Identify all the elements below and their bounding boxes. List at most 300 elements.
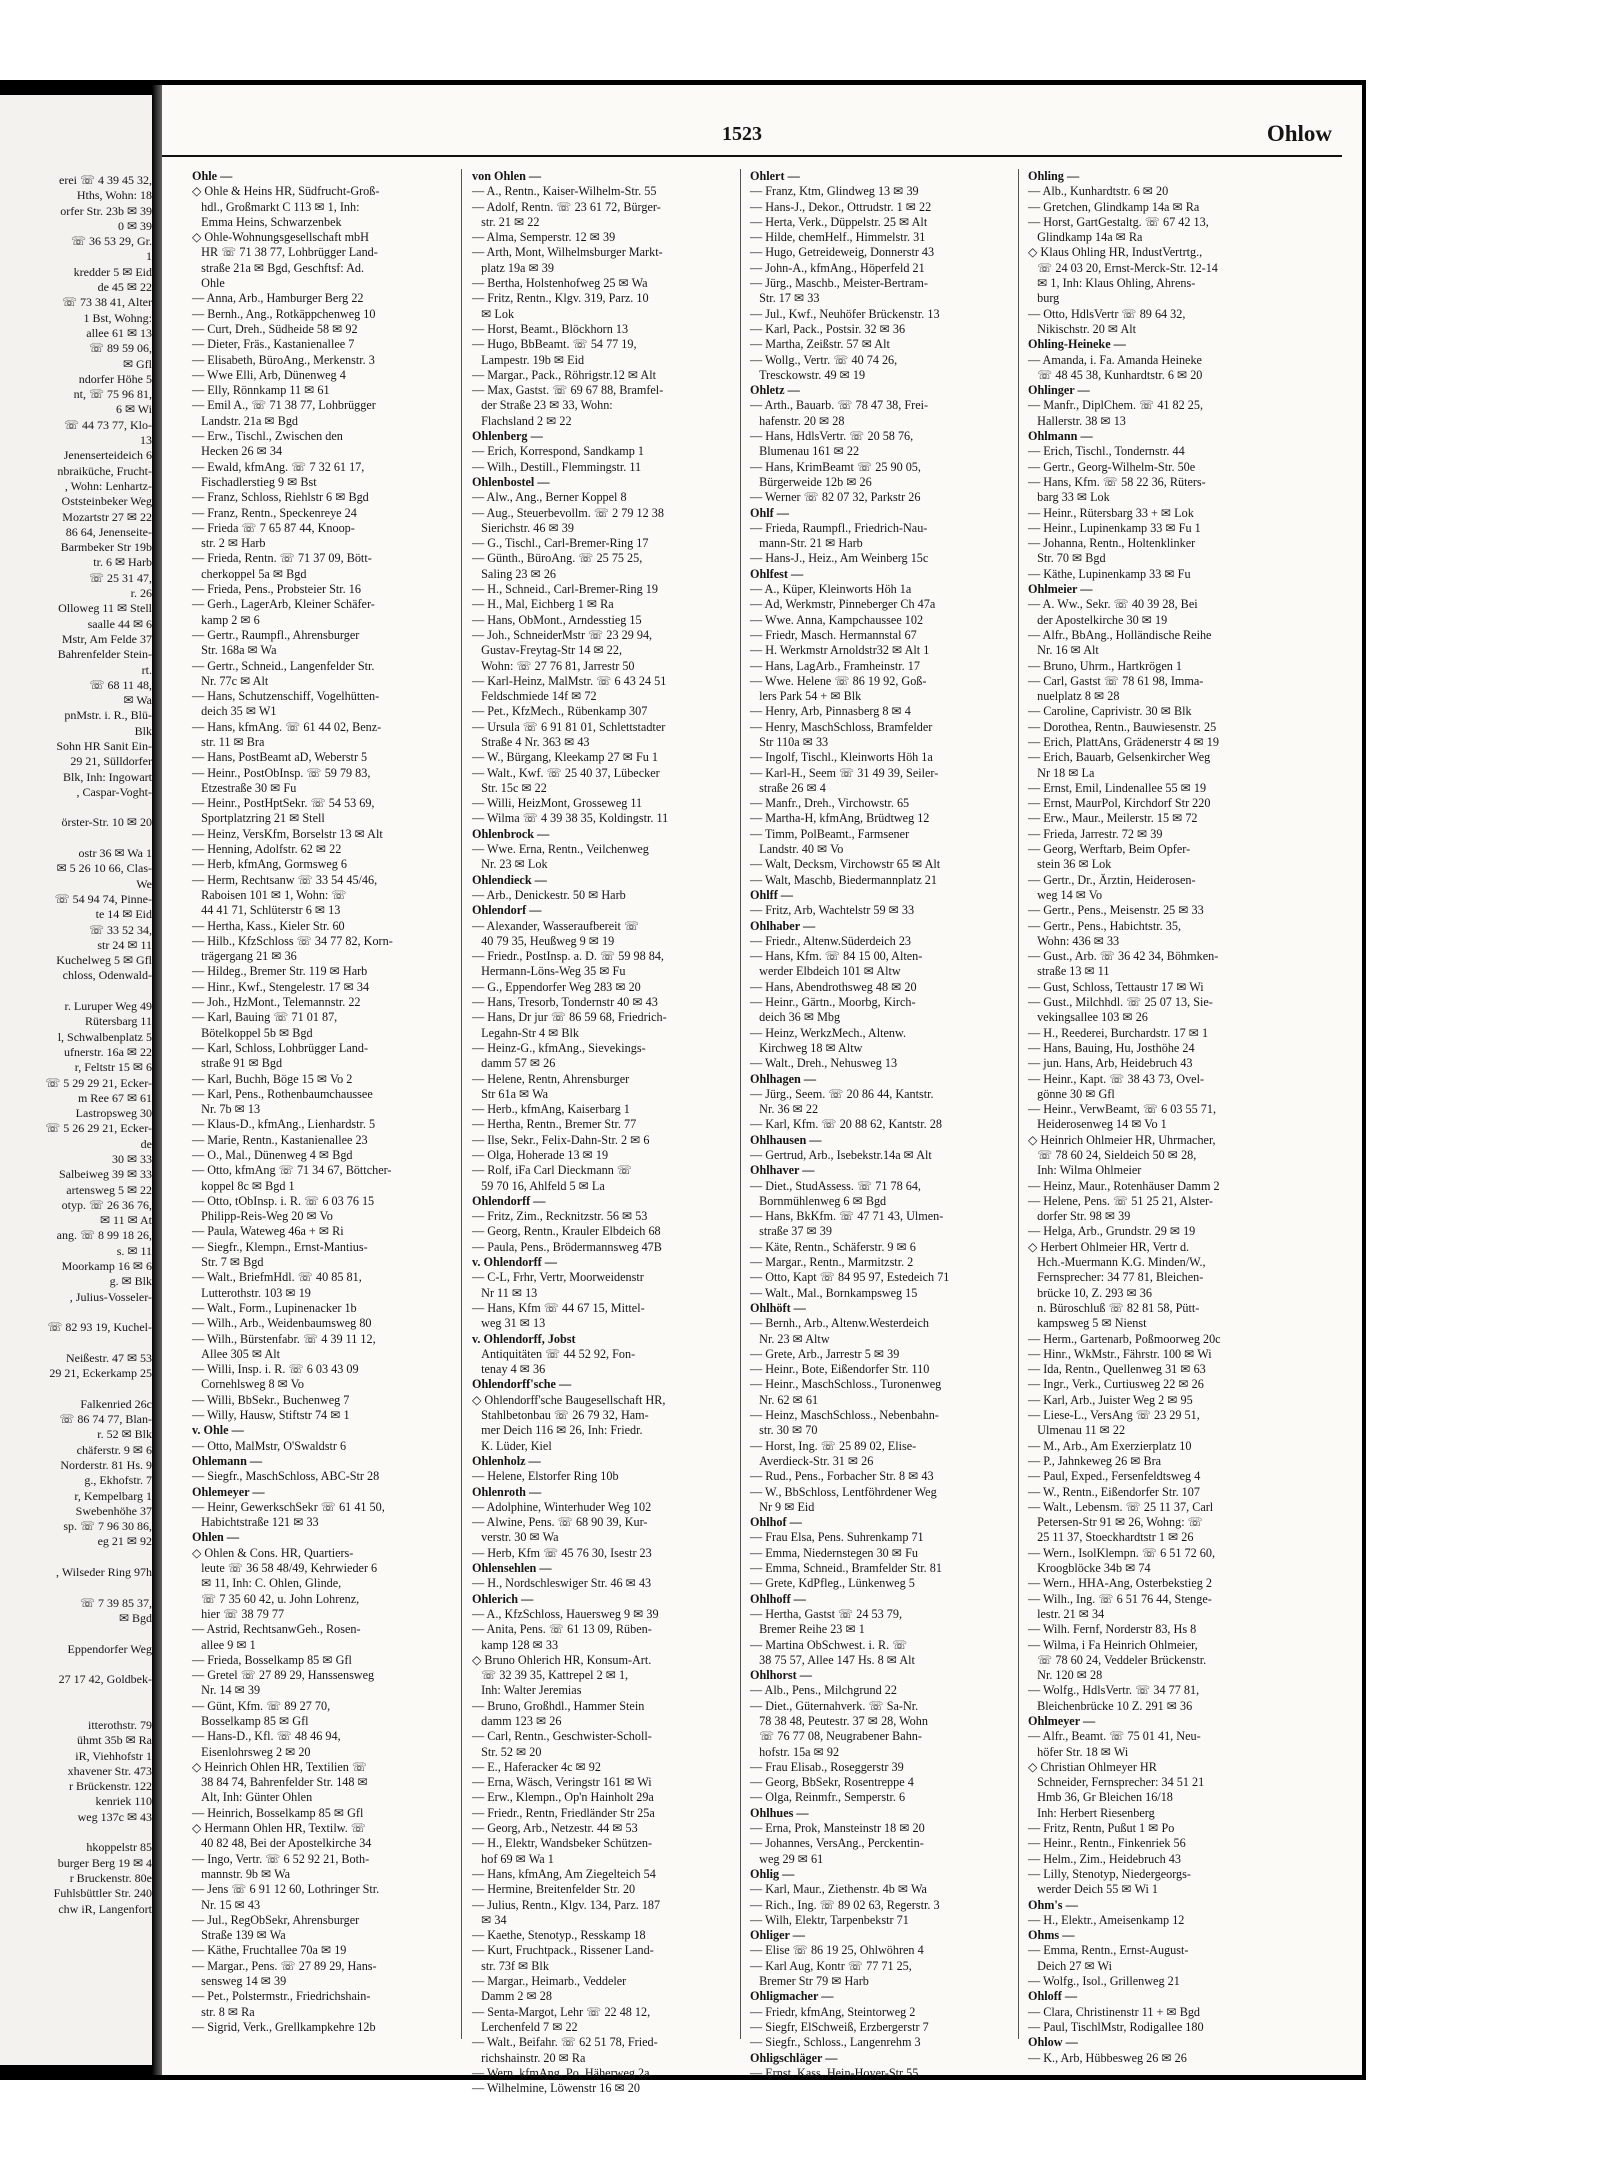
- fragment-line: ✉ 11 ✉ At: [99, 1213, 152, 1228]
- directory-entry: — Marie, Rentn., Kastanienallee 23: [192, 1132, 368, 1147]
- directory-entry: — Otto, Kapt ☏ 84 95 97, Estedeich 71: [750, 1270, 950, 1285]
- directory-entry: straße 13 ✉ 11: [1028, 964, 1110, 979]
- directory-entry: Ohm's —: [1028, 1897, 1078, 1912]
- directory-entry: Hermann-Löns-Weg 35 ✉ Fu: [472, 964, 626, 979]
- directory-entry: — Heinr., Rentn., Finkenriek 56: [1028, 1836, 1186, 1851]
- fragment-line: ☏ 25 31 47,: [88, 570, 152, 585]
- directory-page: [162, 85, 1362, 2096]
- directory-entry: ✉ 1, Inh: Klaus Ohling, Ahrens-: [1028, 276, 1196, 291]
- directory-entry: Nr. 14 ✉ 39: [192, 1683, 261, 1698]
- directory-entry: — Hans, Kfm. ☏ 58 22 36, Rüters-: [1028, 474, 1206, 489]
- directory-entry: — H., Reederei, Burchardstr. 17 ✉ 1: [1028, 1025, 1209, 1040]
- directory-entry: Landstr. 21a ✉ Bgd: [192, 413, 299, 428]
- directory-entry: ☏ 78 60 24, Veddeler Brückenstr.: [1028, 1652, 1207, 1667]
- directory-entry: Ohlenbrock —: [472, 826, 550, 841]
- directory-entry: — Hugo, BbBeamt. ☏ 54 77 19,: [472, 337, 637, 352]
- directory-entry: — Heinr., Lupinenkamp 33 ✉ Fu 1: [1028, 520, 1201, 535]
- directory-entry: — Hans, Kfm. ☏ 84 15 00, Alten-: [750, 949, 923, 964]
- directory-entry: Bremer Reihe 23 ✉ 1: [750, 1622, 865, 1637]
- directory-entry: — Karl, Arb., Juister Weg 2 ✉ 95: [1028, 1392, 1193, 1407]
- directory-entry: — Elisabeth, BüroAng., Merkenstr. 3: [192, 352, 375, 367]
- directory-entry: — Wwe. Helene ☏ 86 19 92, Goß-: [750, 673, 927, 688]
- directory-entry: ☏ 7 35 60 42, u. John Lohrenz,: [192, 1591, 360, 1606]
- fragment-line: erei ☏ 4 39 45 32,: [59, 173, 152, 187]
- directory-entry: vekingsallee 103 ✉ 26: [1028, 1010, 1148, 1025]
- directory-entry: — Erw., Klempn., Op'n Hainholt 29a: [472, 1790, 654, 1805]
- directory-entry: — Hertha, Rentn., Bremer Str. 77: [472, 1117, 637, 1132]
- fragment-line: saalle 44 ✉ 6: [87, 616, 152, 631]
- directory-entry: str. 21 ✉ 22: [472, 214, 540, 229]
- directory-entry: — Helm., Zim., Heidebruch 43: [1028, 1851, 1181, 1866]
- directory-entry: — Karl, Kfm. ☏ 20 88 62, Kantstr. 28: [750, 1117, 942, 1132]
- directory-entry: Flachsland 2 ✉ 22: [472, 413, 572, 428]
- fragment-line: Hths, Wohn: 18: [76, 188, 152, 203]
- directory-entry: — Frieda ☏ 7 65 87 44, Knoop-: [192, 520, 355, 535]
- directory-entry: — Wilh. Fernf, Norderstr 83, Hs 8: [1028, 1622, 1197, 1637]
- directory-entry: Ohlow —: [1028, 2035, 1078, 2050]
- directory-entry: — Willi, Insp. i. R. ☏ 6 03 43 09: [192, 1362, 359, 1377]
- fragment-line: r Bruckenstr. 80e: [69, 1870, 152, 1885]
- directory-entry: Str 110a ✉ 33: [750, 734, 829, 749]
- directory-entry: Ohlendorff'sche —: [472, 1377, 572, 1392]
- directory-entry: Bleichenbrücke 10 Z. 291 ✉ 36: [1028, 1698, 1193, 1713]
- directory-entry: — Wilh., Arb., Weidenbaumsweg 80: [192, 1316, 372, 1331]
- directory-entry: — Astrid, RechtsanwGeh., Rosen-: [192, 1622, 361, 1637]
- directory-entry: Averdieck-Str. 31 ✉ 26: [750, 1453, 874, 1468]
- directory-entry: — Johanna, Rentn., Holtenklinker: [1028, 536, 1196, 551]
- directory-entry: Nr. 15 ✉ 43: [192, 1897, 261, 1912]
- directory-entry: — Gust., Milchhdl. ☏ 25 07 13, Sie-: [1028, 995, 1213, 1010]
- directory-entry: — Herm, Rechtsanw ☏ 33 54 45/46,: [192, 872, 378, 887]
- directory-entry: — Gretchen, Glindkamp 14a ✉ Ra: [1028, 199, 1200, 214]
- fragment-line: ☏ 82 93 19, Kuchel-: [47, 1320, 152, 1335]
- directory-entry: Ohligmacher —: [750, 1989, 834, 2004]
- directory-entry: Damm 2 ✉ 28: [472, 1989, 552, 2004]
- fragment-line: eg 21 ✉ 92: [97, 1534, 152, 1549]
- directory-entry: Ohlert —: [750, 169, 800, 183]
- directory-entry: — Hans, KrimBeamt ☏ 25 90 05,: [750, 459, 921, 474]
- directory-entry: Alt, Inh: Günter Ohlen: [192, 1790, 313, 1805]
- directory-entry: — Alfr., Beamt. ☏ 75 01 41, Neu-: [1028, 1729, 1201, 1744]
- directory-entry: — Bernh., Arb., Altenw.Westerdeich: [750, 1316, 929, 1331]
- fragment-line: rt.: [141, 662, 152, 677]
- directory-entry: Str. 7 ✉ Bgd: [192, 1255, 264, 1270]
- directory-entry: Ohlhof —: [750, 1515, 802, 1530]
- directory-entry: Lutterothstr. 103 ✉ 19: [192, 1285, 311, 1300]
- directory-entry: — Heinr, GewerkschSekr ☏ 61 41 50,: [192, 1499, 385, 1514]
- fragment-line: Lastropsweg 30: [75, 1106, 152, 1121]
- directory-entry: — Hertha, Gastst ☏ 24 53 79,: [750, 1606, 902, 1621]
- directory-entry: — Erna, Prok, Mansteinstr 18 ✉ 20: [750, 1821, 925, 1836]
- directory-entry: — O., Mal., Dünenweg 4 ✉ Bgd: [192, 1148, 353, 1162]
- directory-entry: — Heinz-G., kfmAng., Sievekings-: [472, 1040, 646, 1055]
- directory-entry: ☏ 76 77 08, Neugrabener Bahn-: [750, 1729, 922, 1744]
- directory-entry: — Hilde, chemHelf., Himmelstr. 31: [750, 230, 926, 245]
- directory-entry: Sierichstr. 46 ✉ 39: [472, 520, 574, 535]
- directory-entry: lers Park 54 + ✉ Blk: [750, 689, 862, 704]
- fragment-line: otyp. ☏ 26 36 76,: [61, 1197, 152, 1212]
- fragment-line: weg 137c ✉ 43: [77, 1809, 152, 1824]
- column-divider: [1018, 169, 1019, 2039]
- fragment-line: Moorkamp 16 ✉ 6: [61, 1259, 152, 1274]
- directory-entry: — W., Bürgang, Kleekamp 27 ✉ Fu 1: [472, 750, 659, 765]
- directory-entry: Ohlenbostel —: [472, 474, 550, 489]
- directory-entry: — Gertr., Raumpfl., Ahrensburger: [192, 627, 360, 642]
- directory-entry: — Georg, Arb., Netzestr. 44 ✉ 53: [472, 1821, 638, 1836]
- fragment-line: [2, 1825, 152, 1840]
- directory-entry: kamp 128 ✉ 33: [472, 1637, 559, 1652]
- fragment-line: Eppendorfer Weg: [67, 1641, 152, 1656]
- directory-entry: — Karl Aug, Kontr ☏ 77 71 25,: [750, 1958, 912, 1973]
- directory-entry: ◇ Bruno Ohlerich HR, Konsum-Art.: [472, 1652, 652, 1667]
- directory-entry: Emma Heins, Schwarzenbek: [192, 214, 342, 229]
- directory-entry: werder Elbdeich 101 ✉ Altw: [750, 964, 901, 979]
- directory-entry: — Rich., Ing. ☏ 89 02 63, Regerstr. 3: [750, 1897, 940, 1912]
- directory-entry: Nikischstr. 20 ✉ Alt: [1028, 321, 1137, 336]
- directory-entry: Philipp-Reis-Weg 20 ✉ Vo: [192, 1209, 333, 1224]
- fragment-line: 29 21, Eckerkamp 25: [49, 1366, 152, 1381]
- directory-entry: — Fritz, Rentn, Pußut 1 ✉ Po: [1028, 1821, 1175, 1836]
- directory-entry: — C-L, Frhr, Vertr, Moorweidenstr: [472, 1270, 644, 1285]
- directory-entry: — Martha, Zeißstr. 57 ✉ Alt: [750, 337, 890, 352]
- directory-entry: — H., Mal, Eichberg 1 ✉ Ra: [472, 597, 614, 612]
- directory-entry: Wohn: 436 ✉ 33: [1028, 933, 1120, 948]
- directory-entry: Straße 4 Nr. 363 ✉ 43: [472, 734, 590, 749]
- directory-entry: Hallerstr. 38 ✉ 13: [1028, 413, 1126, 428]
- fragment-line: ✉ Bgd: [118, 1610, 152, 1625]
- directory-entry: — Fritz, Rentn., Klgv. 319, Parz. 10: [472, 291, 649, 306]
- directory-entry: — Wilh., Ing. ☏ 6 51 76 44, Stenge-: [1028, 1591, 1212, 1606]
- directory-entry: Ohms —: [1028, 1928, 1075, 1943]
- fragment-line: r Brückenstr. 122: [69, 1779, 152, 1794]
- directory-entry: — Hans, LagArb., Framheinstr. 17: [750, 658, 920, 673]
- directory-entry: Ohlen —: [192, 1530, 240, 1545]
- directory-entry: 59 70 16, Ahlfeld 5 ✉ La: [472, 1178, 605, 1193]
- directory-entry: Ohlff —: [750, 887, 793, 902]
- directory-entry: — Hinr., Kwf., Stengelestr. 17 ✉ 34: [192, 979, 370, 994]
- directory-entry: — Arth., Bauarb. ☏ 78 47 38, Frei-: [750, 398, 929, 413]
- directory-entry: verstr. 30 ✉ Wa: [472, 1530, 559, 1545]
- directory-entry: Str. 168a ✉ Wa: [192, 643, 277, 658]
- fragment-line: Barmbeker Str 19b: [60, 540, 152, 555]
- running-head: Ohlow: [1266, 121, 1332, 146]
- page-header: [162, 115, 1342, 157]
- fragment-line: [2, 1580, 152, 1595]
- directory-entry: mann-Str. 21 ✉ Harb: [750, 536, 863, 551]
- directory-entry: — Walt, Decksm, Virchowstr 65 ✉ Alt: [750, 857, 941, 872]
- directory-entry: — Karl, Schloss, Lohbrügger Land-: [192, 1040, 369, 1055]
- directory-entry: — Frieda, Rentn. ☏ 71 37 09, Bött-: [192, 551, 372, 566]
- directory-entry: — Karl, Maur., Ziethenstr. 4b ✉ Wa: [750, 1882, 927, 1897]
- directory-entry: Hecken 26 ✉ 34: [192, 444, 283, 459]
- directory-entry: — Rolf, iFa Carl Dieckmann ☏: [472, 1163, 633, 1178]
- directory-entry: — Wilh., Bürstenfabr. ☏ 4 39 11 12,: [192, 1331, 376, 1346]
- directory-entry: Antiquitäten ☏ 44 52 92, Fon-: [472, 1346, 636, 1361]
- directory-entry: — Olga, Reinmfr., Semperstr. 6: [750, 1790, 906, 1805]
- directory-entry: — Pet., Polstermstr., Friedrichshain-: [192, 1989, 371, 2004]
- directory-entry: Str. 52 ✉ 20: [472, 1744, 542, 1759]
- directory-entry: werder Deich 55 ✉ Wi 1: [1028, 1882, 1158, 1897]
- directory-entry: 40 79 35, Heußweg 9 ✉ 19: [472, 933, 615, 948]
- directory-entry: Eisenlohrsweg 2 ✉ 20: [192, 1744, 311, 1759]
- directory-entry: Ohlhagen —: [750, 1071, 817, 1086]
- fragment-line: sp. ☏ 7 96 30 86,: [63, 1519, 152, 1534]
- fragment-line: ☏ 89 59 06,: [88, 341, 152, 356]
- directory-entry: — Karl, Pens., Rothenbaumchaussee: [192, 1086, 373, 1101]
- fragment-line: ☏ 44 73 77, Klo-: [63, 417, 152, 432]
- directory-entry: Tresckowstr. 49 ✉ 19: [750, 367, 866, 382]
- directory-entry: Ohlerich —: [472, 1591, 534, 1606]
- fragment-line: ostr 36 ✉ Wa 1: [78, 846, 152, 861]
- directory-entry: weg 14 ✉ Vo: [1028, 887, 1103, 902]
- directory-entry: — Hans, Kfm ☏ 44 67 15, Mittel-: [472, 1300, 645, 1315]
- directory-entry: — Heinr., Kapt. ☏ 38 43 73, Ovel-: [1028, 1071, 1205, 1086]
- directory-entry: — Gertr., Dr., Ärztin, Heiderosen-: [1028, 872, 1196, 887]
- directory-entry: — Frieda, Bosselkamp 85 ✉ Gfl: [192, 1652, 352, 1667]
- directory-entry: ☏ 78 60 24, Sieldeich 50 ✉ 28,: [1028, 1148, 1197, 1162]
- directory-entry: — Frau Elsa, Pens. Suhrenkamp 71: [750, 1530, 924, 1545]
- directory-column-4: [1028, 169, 1290, 2065]
- directory-entry: HR ☏ 71 38 77, Lohbrügger Land-: [192, 245, 378, 260]
- fragment-line: nbraiküche, Frucht-: [57, 463, 152, 478]
- fragment-line: chäferstr. 9 ✉ 6: [76, 1442, 152, 1457]
- fragment-line: ☏ 5 26 29 21, Ecker-: [45, 1121, 152, 1136]
- directory-entry: — Henry, Arb, Pinnasberg 8 ✉ 4: [750, 704, 911, 719]
- directory-entry: ✉ Lok: [472, 306, 515, 321]
- directory-entry: stein 36 ✉ Lok: [1028, 857, 1112, 872]
- directory-entry: — Günt, Kfm. ☏ 89 27 70,: [192, 1698, 331, 1713]
- directory-entry: — Heinrich, Bosselkamp 85 ✉ Gfl: [192, 1805, 364, 1820]
- directory-entry: — Hans, kfmAng. ☏ 61 44 02, Benz-: [192, 719, 382, 734]
- directory-entry: — Heinr., Gärtn., Moorbg, Kirch-: [750, 995, 916, 1010]
- directory-entry: straße 91 ✉ Bgd: [192, 1056, 283, 1071]
- directory-entry: — Emma, Schneid., Bramfelder Str. 81: [750, 1561, 942, 1576]
- fragment-line: 0 ✉ 39: [117, 218, 152, 233]
- fragment-line: 27 17 42, Goldbek-: [58, 1672, 152, 1687]
- directory-entry: Nr 11 ✉ 13: [472, 1285, 538, 1300]
- fragment-line: [2, 1550, 152, 1565]
- directory-entry: — Arb., Denickestr. 50 ✉ Harb: [472, 887, 626, 902]
- directory-entry: — Helene, Pens. ☏ 51 25 21, Alster-: [1028, 1193, 1213, 1208]
- directory-entry: — Alb., Kunhardtstr. 6 ✉ 20: [1028, 184, 1169, 199]
- directory-entry: Ohlenberg —: [472, 429, 543, 444]
- directory-entry: — Gerh., LagerArb, Kleiner Schäfer-: [192, 597, 375, 612]
- directory-entry: trägergang 21 ✉ 36: [192, 949, 297, 964]
- directory-entry: — A., Küper, Kleinworts Höh 1a: [750, 582, 912, 597]
- directory-entry: Nr. 120 ✉ 28: [1028, 1668, 1103, 1683]
- directory-entry: Ohlenroth —: [472, 1484, 542, 1499]
- directory-entry: str. 8 ✉ Ra: [192, 2004, 255, 2019]
- directory-entry: Sportplatzring 21 ✉ Stell: [192, 811, 325, 826]
- directory-entry: straße 37 ✉ 39: [750, 1224, 832, 1239]
- directory-entry: — Ernst, MaurPol, Kirchdorf Str 220: [1028, 796, 1211, 811]
- directory-entry: damm 123 ✉ 26: [472, 1713, 562, 1728]
- fragment-line: burger Berg 19 ✉ 4: [57, 1855, 152, 1870]
- directory-entry: Ohlinger —: [1028, 383, 1090, 398]
- directory-entry: — Friedr., PostInsp. a. D. ☏ 59 98 84,: [472, 949, 664, 964]
- directory-entry: — Olga, Hoherade 13 ✉ 19: [472, 1148, 609, 1162]
- fragment-line: 86 64, Jenenseite-: [65, 524, 152, 539]
- fragment-line: chloss, Odenwald-: [62, 968, 152, 983]
- directory-entry: — Timm, PolBeamt., Farmsener: [750, 826, 910, 841]
- fragment-line: 6 ✉ Wi: [115, 402, 152, 417]
- fragment-line: [2, 1626, 152, 1641]
- directory-entry: — Wolfg., Isol., Grillenweg 21: [1028, 1974, 1180, 1989]
- directory-entry: ◇ Ohle-Wohnungsgesellschaft mbH: [192, 230, 369, 245]
- directory-entry: — Manfr., DiplChem. ☏ 41 82 25,: [1028, 398, 1204, 413]
- directory-entry: sensweg 14 ✉ 39: [192, 1974, 287, 1989]
- directory-entry: — Horst, Beamt., Blöckhorn 13: [472, 321, 629, 336]
- directory-entry: — Frieda, Raumpfl., Friedrich-Nau-: [750, 520, 928, 535]
- directory-entry: — H. Werkmstr Arnoldstr32 ✉ Alt 1: [750, 643, 930, 658]
- directory-entry: — Gertrud, Arb., Isebekstr.14a ✉ Alt: [750, 1148, 932, 1162]
- directory-entry: — Diet., Güternahverk. ☏ Sa-Nr.: [750, 1698, 919, 1713]
- fragment-line: ufnerstr. 16a ✉ 22: [63, 1044, 152, 1059]
- directory-entry: — Friedr., Altenw.Süderdeich 23: [750, 933, 912, 948]
- directory-entry: Bremer Str 79 ✉ Harb: [750, 1974, 869, 1989]
- directory-entry: — Wwe Elli, Arb, Dünenweg 4: [192, 367, 346, 382]
- directory-entry: — Hinr., WkMstr., Fährstr. 100 ✉ Wi: [1028, 1346, 1212, 1361]
- directory-entry: — Ilse, Sekr., Felix-Dahn-Str. 2 ✉ 6: [472, 1132, 650, 1147]
- directory-entry: mannstr. 9b ✉ Wa: [192, 1866, 291, 1881]
- directory-entry: — Ingo, Vertr. ☏ 6 52 92 21, Both-: [192, 1851, 370, 1866]
- directory-entry: — Carl, Gastst ☏ 78 61 98, Imma-: [1028, 673, 1204, 688]
- directory-entry: Legahn-Str 4 ✉ Blk: [472, 1025, 580, 1040]
- directory-entry: — Frieda, Jarrestr. 72 ✉ 39: [1028, 826, 1163, 841]
- fragment-line: Jenenserteideich 6: [63, 448, 152, 463]
- directory-entry: — Hans-J., Heiz., Am Weinberg 15c: [750, 551, 929, 566]
- fragment-line: [2, 831, 152, 846]
- directory-entry: ☏ 32 39 35, Kattrepel 2 ✉ 1,: [472, 1668, 629, 1683]
- directory-entry: 38 75 57, Allee 147 Hs. 8 ✉ Alt: [750, 1652, 915, 1667]
- directory-entry: — Wern. kfmAng, Po, Häherweg 2a: [472, 2065, 650, 2080]
- directory-entry: — Heinz, MaschSchloss., Nebenbahn-: [750, 1408, 939, 1423]
- directory-entry: — M., Arb., Am Exerzierplatz 10: [1028, 1438, 1192, 1453]
- directory-entry: Ohlhaber —: [750, 918, 816, 933]
- fragment-line: ☏ 7 39 85 37,: [79, 1595, 152, 1610]
- directory-entry: — Margar., Pens. ☏ 27 89 29, Hans-: [192, 1958, 377, 1973]
- directory-entry: straße 26 ✉ 4: [750, 780, 826, 795]
- directory-entry: — Margar., Heimarb., Veddeler: [472, 1974, 627, 1989]
- directory-entry: — Karl, Buchh, Böge 15 ✉ Vo 2: [192, 1071, 353, 1086]
- fragment-line: ☏ 86 74 77, Blan-: [59, 1412, 152, 1427]
- fragment-line: Kuchelweg 5 ✉ Gfl: [56, 953, 152, 968]
- fragment-line: de: [140, 1136, 152, 1151]
- directory-entry: Nr. 77c ✉ Alt: [192, 673, 269, 688]
- directory-entry: — Manfr., Dreh., Virchowstr. 65: [750, 796, 910, 811]
- fragment-line: r. Luruper Weg 49: [64, 999, 152, 1014]
- directory-entry: — Clara, Christinenstr 11 + ✉ Bgd: [1028, 2004, 1201, 2019]
- directory-entry: — Grete, KdPfleg., Lünkenweg 5: [750, 1576, 915, 1591]
- directory-entry: — Heinr., Bote, Eißendorfer Str. 110: [750, 1362, 930, 1377]
- directory-entry: Nr. 62 ✉ 61: [750, 1392, 819, 1407]
- directory-entry: str. 30 ✉ 70: [750, 1423, 818, 1438]
- directory-entry: — Paula, Pens., Brödermannsweg 47B: [472, 1239, 662, 1254]
- fragment-line: str 24 ✉ 11: [97, 937, 152, 952]
- directory-entry: — jun. Hans, Arb, Heidebruch 43: [1028, 1056, 1193, 1071]
- directory-entry: — Aug., Steuerbevollm. ☏ 2 79 12 38: [472, 505, 664, 520]
- directory-entry: Ohletz —: [750, 383, 800, 398]
- directory-entry: — H., Elektr, Wandsbeker Schützen-: [472, 1836, 653, 1851]
- fragment-line: , Wohn: Lenhartz-: [64, 478, 152, 493]
- page-number: 1523: [722, 123, 762, 145]
- fragment-line: Sohn HR Sanit Ein-: [56, 738, 152, 753]
- directory-entry: — Paul, TischlMstr, Rodigallee 180: [1028, 2019, 1204, 2034]
- fragment-line: g. ✉ Blk: [109, 1274, 152, 1289]
- directory-entry: — Franz, Schloss, Riehlstr 6 ✉ Bgd: [192, 490, 369, 505]
- directory-entry: lestr. 21 ✉ 34: [1028, 1606, 1105, 1621]
- fragment-line: ✉ 5 26 10 66, Clas-: [56, 861, 152, 876]
- directory-entry: — Margar., Rentn., Marmitzstr. 2: [750, 1255, 914, 1270]
- directory-entry: Bürgerweide 12b ✉ 26: [750, 474, 872, 489]
- directory-entry: — Elise ☏ 86 19 25, Ohlwöhren 4: [750, 1943, 924, 1958]
- fragment-line: [2, 1336, 152, 1351]
- directory-entry: — Henning, Adolfstr. 62 ✉ 22: [192, 842, 342, 857]
- fragment-line: ☏ 73 38 41, Alter: [62, 295, 152, 310]
- directory-entry: Ohlhues —: [750, 1805, 809, 1820]
- fragment-line: Salbeiweg 39 ✉ 33: [58, 1167, 152, 1182]
- directory-entry: Ohlig —: [750, 1866, 795, 1881]
- directory-entry: — Max, Gastst. ☏ 69 67 88, Bramfel-: [472, 383, 664, 398]
- directory-entry: — Hans, HdlsVertr. ☏ 20 58 76,: [750, 429, 914, 444]
- directory-entry: — Elly, Rönnkamp 11 ✉ 61: [192, 383, 330, 398]
- directory-entry: — Alb., Pens., Milchgrund 22: [750, 1683, 897, 1698]
- directory-entry: — H., Elektr., Ameisenkamp 12: [1028, 1912, 1185, 1927]
- directory-entry: — Friedr, kfmAng, Steintorweg 2: [750, 2004, 916, 2019]
- directory-entry: — Wilma ☏ 4 39 38 35, Koldingstr. 11: [472, 811, 669, 826]
- directory-entry: n. Büroschluß ☏ 82 81 58, Pütt-: [1028, 1300, 1200, 1315]
- directory-entry: Ohlhausen —: [750, 1132, 822, 1147]
- directory-entry: ✉ 11, Inh: C. Ohlen, Glinde,: [192, 1576, 342, 1591]
- directory-entry: Raboisen 101 ✉ 1, Wohn: ☏: [192, 887, 347, 902]
- fragment-line: tr. 6 ✉ Harb: [93, 555, 152, 570]
- directory-entry: Nr. 16 ✉ Alt: [1028, 643, 1099, 658]
- directory-entry: Ohling —: [1028, 169, 1080, 183]
- directory-entry: ✉ 34: [472, 1912, 507, 1927]
- directory-entry: v. Ohle —: [192, 1423, 244, 1438]
- directory-entry: — Siegfr., MaschSchloss, ABC-Str 28: [192, 1469, 380, 1484]
- directory-entry: Kroogblöcke 34b ✉ 74: [1028, 1561, 1151, 1576]
- fragment-line: ang. ☏ 8 99 18 26,: [56, 1228, 152, 1243]
- fragment-line: We: [136, 876, 152, 891]
- directory-entry: — Emma, Niedernstegen 30 ✉ Fu: [750, 1545, 918, 1560]
- directory-entry: ◇ Herbert Ohlmeier HR, Vertr d.: [1028, 1239, 1190, 1254]
- directory-entry: — G., Eppendorfer Weg 283 ✉ 20: [472, 979, 641, 994]
- directory-entry: Deich 27 ✉ Wi: [1028, 1958, 1112, 1973]
- directory-entry: ◇ Hermann Ohlen HR, Textilw. ☏: [192, 1821, 367, 1836]
- directory-entry: Ohle: [192, 276, 225, 291]
- directory-entry: — Paula, Wateweg 46a + ✉ Ri: [192, 1224, 344, 1239]
- directory-entry: — Wilh, Elektr, Tarpenbekstr 71: [750, 1912, 909, 1927]
- fragment-line: ndorfer Höhe 5: [78, 371, 152, 386]
- fragment-line: [2, 800, 152, 815]
- directory-entry: — Ernst, Kass, Hein-Hoyer-Str 55: [750, 2065, 919, 2080]
- fragment-line: ☏ 36 53 29, Gr.: [70, 234, 152, 249]
- directory-entry: — H., Nordschleswiger Str. 46 ✉ 43: [472, 1576, 652, 1591]
- fragment-line: [2, 1657, 152, 1672]
- directory-entry: K. Lüder, Kiel: [472, 1438, 552, 1453]
- directory-entry: — Frieda, Pens., Probsteier Str. 16: [192, 582, 361, 597]
- directory-entry: 38 84 74, Bahrenfelder Str. 148 ✉: [192, 1775, 368, 1790]
- directory-entry: tenay 4 ✉ 36: [472, 1362, 546, 1377]
- fragment-line: r, Feltstr 15 ✉ 6: [74, 1060, 152, 1075]
- fragment-line: , Caspar-Voght-: [76, 784, 152, 799]
- directory-entry: Ohlhaver —: [750, 1163, 815, 1178]
- fragment-line: r. 52 ✉ Blk: [97, 1427, 152, 1442]
- directory-entry: Ohlenholz —: [472, 1453, 541, 1468]
- directory-entry: — Kurt, Fruchtpack., Rissener Land-: [472, 1943, 654, 1958]
- directory-entry: — Arth, Mont, Wilhelmsburger Markt-: [472, 245, 663, 260]
